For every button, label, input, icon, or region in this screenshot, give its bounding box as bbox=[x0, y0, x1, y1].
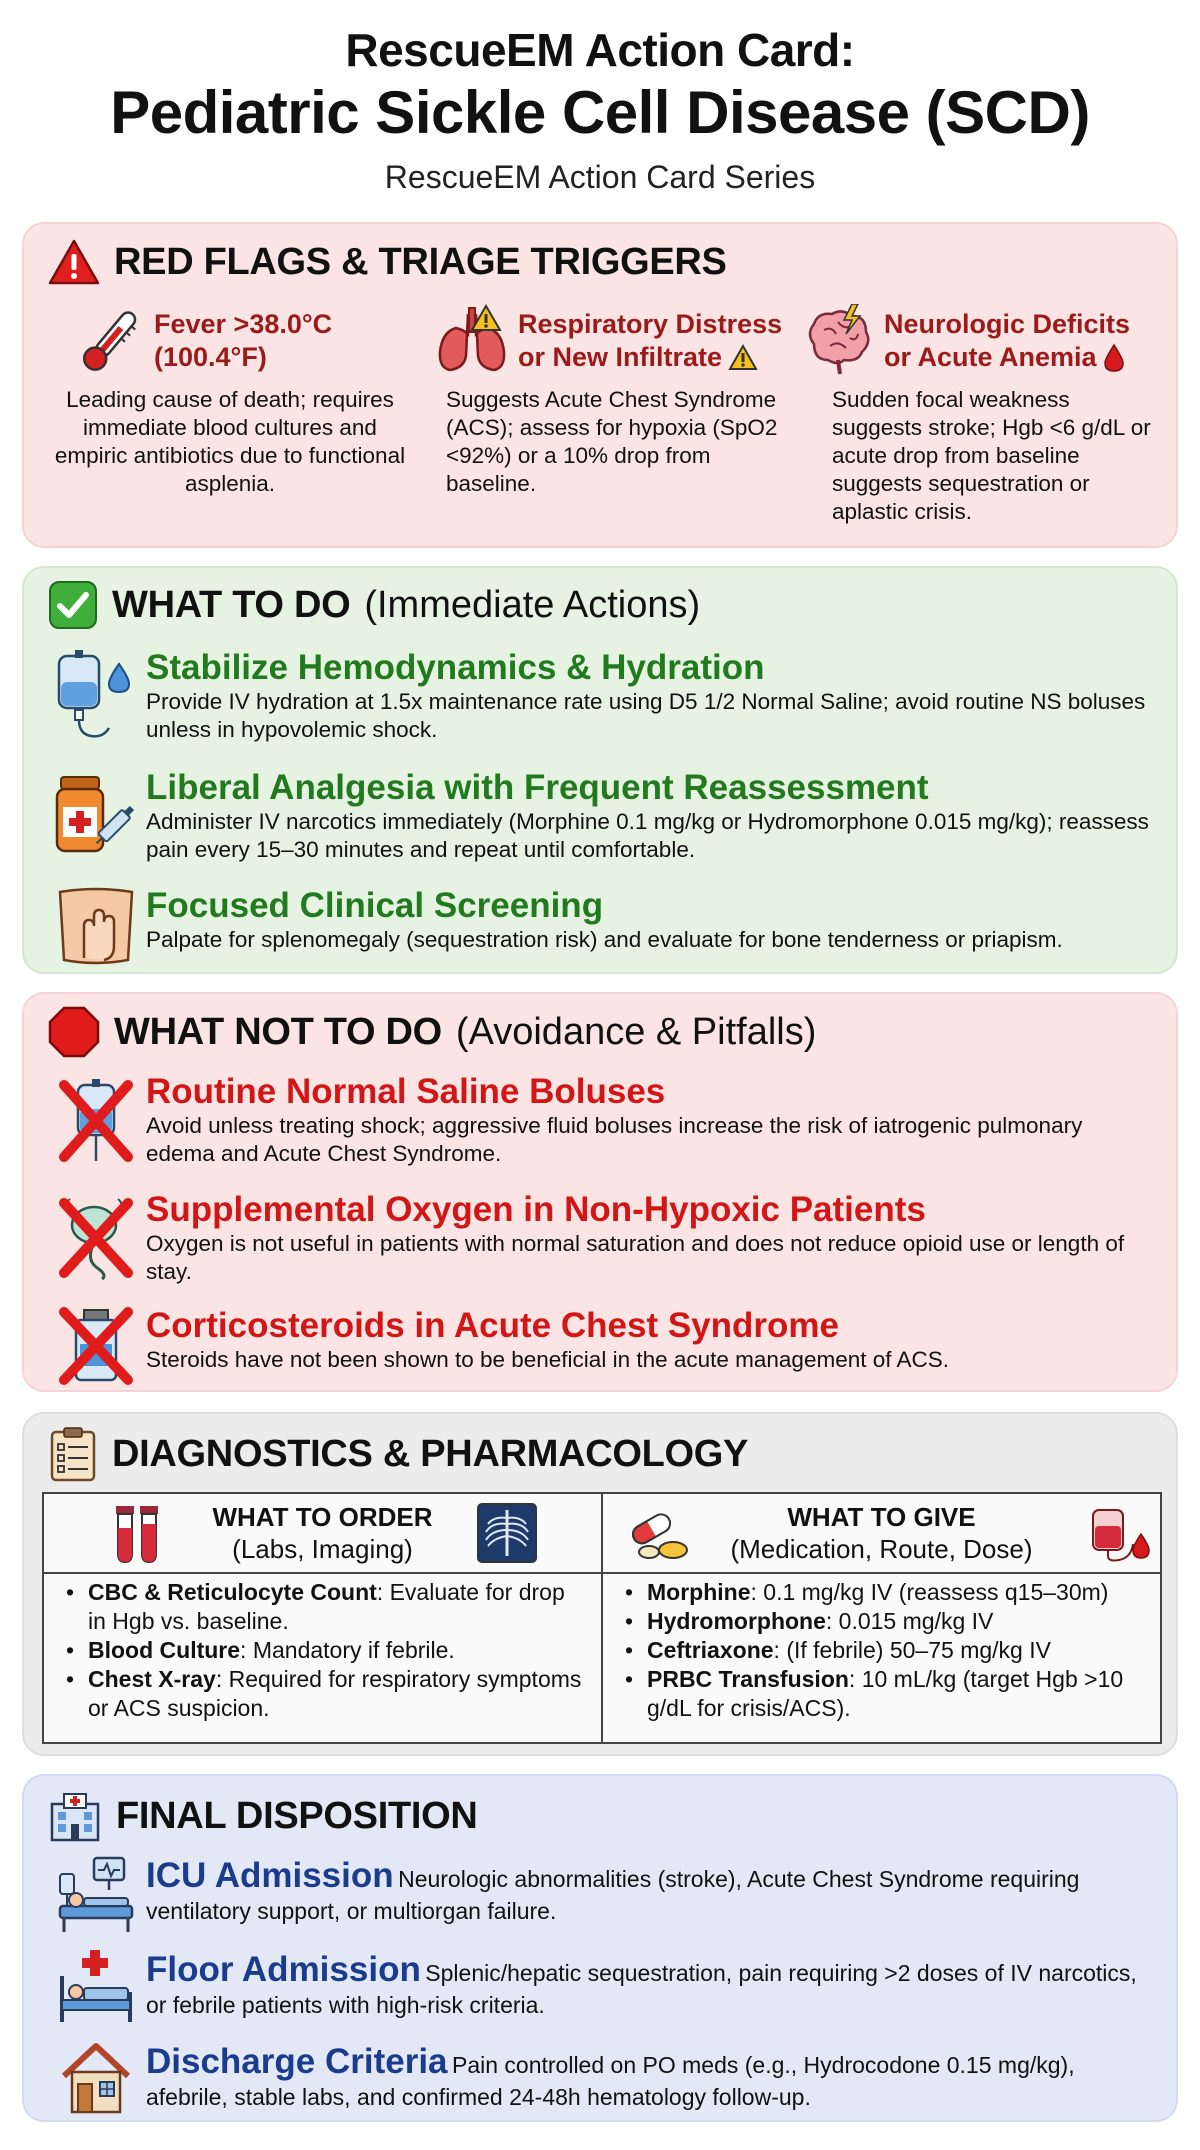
give-header-sub: (Medication, Route, Dose) bbox=[730, 1534, 1033, 1564]
give-item: • Ceftriaxone: (If febrile) 50–75 mg/kg IV bbox=[623, 1636, 1153, 1665]
give-header bbox=[603, 1494, 1160, 1572]
blood-bag-icon bbox=[1087, 1504, 1153, 1564]
action-item bbox=[46, 886, 1156, 966]
hospital-bed-icon bbox=[54, 1948, 138, 2028]
give-header-title: WHAT TO GIVE bbox=[787, 1502, 976, 1532]
give-item: • PRBC Transfusion: 10 mL/kg (target Hgb >10 g/dL for crisis/ACS). bbox=[623, 1665, 1153, 1723]
caution-icon bbox=[728, 344, 758, 371]
flag-fever-body: Leading cause of death; requires immediate blood cultures and empiric antibiotics due to functional asplenia. bbox=[54, 387, 406, 496]
header-line1: RescueEM Action Card: bbox=[345, 24, 855, 76]
flag-respiratory-title-1: Respiratory Distress bbox=[518, 309, 783, 339]
disposition-title: FINAL DISPOSITION bbox=[116, 1794, 478, 1837]
pitfall-title: Corticosteroids in Acute Chest Syndrome bbox=[146, 1306, 839, 1345]
blood-tubes-icon bbox=[110, 1504, 166, 1564]
blood-drop-icon bbox=[1103, 343, 1125, 373]
what-not-to-do-title: WHAT NOT TO DO bbox=[114, 1010, 442, 1053]
flag-fever-title-2: (100.4°F) bbox=[154, 342, 267, 372]
icu-bed-icon bbox=[54, 1854, 138, 1938]
action-body: Administer IV narcotics immediately (Morphine 0.1 mg/kg or Hydromorphone 0.015 mg/kg); reassess pain every 15–30 minutes and repeat until comfortable. bbox=[146, 809, 1149, 862]
disposition-body: Splenic/hepatic sequestration, pain requiring >2 doses of IV narcotics, or febrile patients with high-risk criteria. bbox=[146, 1960, 1137, 2018]
order-header bbox=[44, 1494, 601, 1572]
order-header-sub: (Labs, Imaging) bbox=[232, 1534, 413, 1564]
flag-respiratory-body: Suggests Acute Chest Syndrome (ACS); assess for hypoxia (SpO2 <92%) or a 10% drop from baseline. bbox=[446, 387, 778, 496]
series-subtitle: RescueEM Action Card Series bbox=[384, 159, 816, 195]
chest-xray-icon bbox=[476, 1502, 538, 1564]
red-flags-title: RED FLAGS & TRIAGE TRIGGERS bbox=[114, 240, 727, 283]
action-body: Provide IV hydration at 1.5x maintenance rate using D5 1/2 Normal Saline; avoid routine NS boluses unless in hypovolemic shock. bbox=[146, 689, 1146, 742]
flag-respiratory bbox=[424, 304, 794, 498]
disposition-body: Neurologic abnormalities (stroke), Acute Chest Syndrome requiring ventilatory support, or multiorgan failure. bbox=[146, 1866, 1080, 1924]
give-item: • Morphine: 0.1 mg/kg IV (reassess q15–30m) bbox=[623, 1578, 1153, 1607]
flag-neuro-title-2: or Acute Anemia bbox=[884, 342, 1097, 372]
pitfall-item bbox=[46, 1190, 1156, 1286]
crossed-oxygen-mask-icon bbox=[56, 1190, 136, 1286]
what-not-to-do-heading bbox=[48, 1006, 816, 1058]
pitfall-item bbox=[46, 1306, 1156, 1386]
red-flags-section bbox=[22, 222, 1178, 548]
checkmark-icon bbox=[48, 580, 98, 630]
flag-neuro-title-1: Neurologic Deficits bbox=[884, 309, 1131, 339]
hospital-icon bbox=[48, 1790, 102, 1842]
red-flags-heading bbox=[48, 238, 727, 286]
order-header-title: WHAT TO ORDER bbox=[212, 1502, 433, 1532]
diagnostics-section bbox=[22, 1412, 1178, 1756]
give-item: • Hydromorphone: 0.015 mg/kg IV bbox=[623, 1607, 1153, 1636]
disposition-heading bbox=[48, 1790, 478, 1842]
action-item bbox=[46, 648, 1156, 748]
order-list bbox=[64, 1578, 584, 1723]
crossed-iv-bag-icon bbox=[56, 1072, 136, 1168]
action-title: Focused Clinical Screening bbox=[146, 886, 604, 925]
disposition-body: Pain controlled on PO meds (e.g., Hydrocodone 0.15 mg/kg), afebrile, stable labs, and confirmed 24-48h hematology follow-up. bbox=[146, 2052, 1075, 2110]
action-body: Palpate for splenomegaly (sequestration risk) and evaluate for bone tenderness or priapism. bbox=[146, 927, 1063, 952]
what-to-do-heading bbox=[48, 580, 700, 630]
disposition-item bbox=[46, 1948, 1156, 2028]
pitfall-item bbox=[46, 1072, 1156, 1168]
flag-respiratory-title-2: or New Infiltrate bbox=[518, 342, 723, 372]
disposition-item bbox=[46, 2040, 1156, 2116]
order-item: • CBC & Reticulocyte Count: Evaluate for drop in Hgb vs. baseline. bbox=[64, 1578, 584, 1636]
thermometer-icon bbox=[74, 304, 146, 378]
diagnostics-heading bbox=[48, 1426, 748, 1482]
clipboard-icon bbox=[48, 1426, 98, 1482]
give-list bbox=[623, 1578, 1153, 1723]
flag-neuro bbox=[802, 304, 1162, 526]
flag-fever bbox=[44, 304, 416, 498]
page-title: Pediatric Sickle Cell Disease (SCD) bbox=[110, 79, 1090, 146]
medication-syringe-icon bbox=[51, 768, 141, 864]
what-not-to-do-subtitle: (Avoidance & Pitfalls) bbox=[455, 1010, 817, 1053]
action-title: Liberal Analgesia with Frequent Reassessment bbox=[146, 768, 929, 807]
flag-neuro-body: Sudden focal weakness suggests stroke; Hgb <6 g/dL or acute drop from baseline suggests sequestration or aplastic crisis. bbox=[832, 387, 1151, 524]
what-to-do-title: WHAT TO DO bbox=[112, 583, 351, 626]
pitfall-body: Steroids have not been shown to be beneficial in the acute management of ACS. bbox=[146, 1347, 950, 1372]
pitfall-body: Avoid unless treating shock; aggressive fluid boluses increase the risk of iatrogenic pulmonary edema and Acute Chest Syndrome. bbox=[146, 1113, 1083, 1166]
disposition-title-floor: Floor Admission bbox=[146, 1950, 421, 1989]
what-to-do-subtitle: (Immediate Actions) bbox=[364, 583, 701, 626]
pitfall-body: Oxygen is not useful in patients with normal saturation and does not reduce opioid use or length of stay. bbox=[146, 1231, 1125, 1284]
abdomen-palpation-icon bbox=[54, 886, 138, 966]
iv-bag-icon bbox=[51, 648, 141, 748]
disposition-title-icu: ICU Admission bbox=[146, 1856, 394, 1895]
order-item: • Blood Culture: Mandatory if febrile. bbox=[64, 1636, 584, 1665]
disposition-title-discharge: Discharge Criteria bbox=[146, 2042, 448, 2081]
pitfall-title: Supplemental Oxygen in Non-Hypoxic Patients bbox=[146, 1190, 926, 1229]
action-item bbox=[46, 768, 1156, 864]
flag-fever-title-1: Fever >38.0°C bbox=[154, 309, 333, 339]
diagnostics-title: DIAGNOSTICS & PHARMACOLOGY bbox=[112, 1432, 749, 1475]
pills-icon bbox=[625, 1506, 691, 1562]
action-title: Stabilize Hemodynamics & Hydration bbox=[146, 648, 765, 687]
lungs-icon bbox=[434, 304, 510, 378]
card-header bbox=[0, 22, 1200, 200]
brain-icon bbox=[802, 304, 876, 378]
crossed-vial-icon bbox=[56, 1306, 136, 1386]
diagnostics-table bbox=[42, 1492, 1162, 1744]
order-item: • Chest X-ray: Required for respiratory symptoms or ACS suspicion. bbox=[64, 1665, 584, 1723]
what-not-to-do-section bbox=[22, 992, 1178, 1392]
disposition-section bbox=[22, 1774, 1178, 2122]
pitfall-title: Routine Normal Saline Boluses bbox=[146, 1072, 666, 1111]
disposition-item bbox=[46, 1854, 1156, 1938]
warning-triangle-icon bbox=[48, 238, 100, 286]
what-to-do-section bbox=[22, 566, 1178, 974]
stop-sign-icon bbox=[48, 1006, 100, 1058]
house-icon bbox=[58, 2040, 134, 2116]
